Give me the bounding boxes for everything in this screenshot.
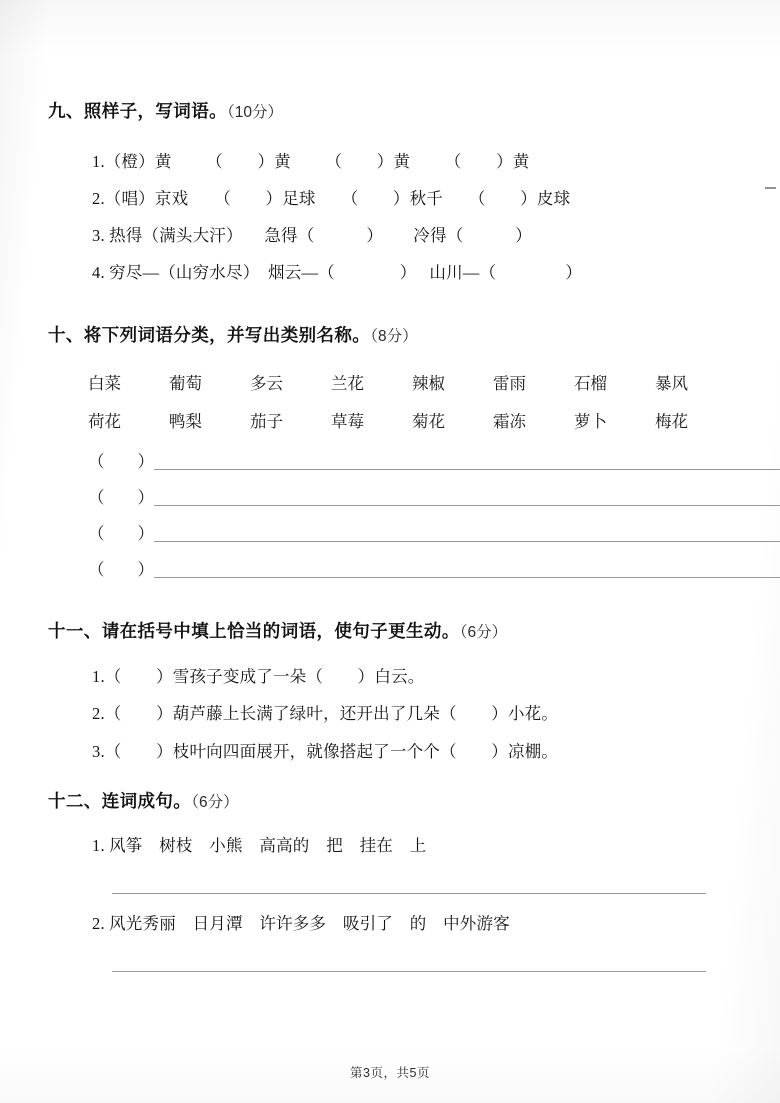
word-bank-row-2 [88, 408, 688, 432]
section-heading-12 [48, 788, 239, 813]
section-9-item-4: 4. 穷尽—（山穷水尽） 烟云—（ ） 山川—（ ） [92, 263, 583, 282]
answer-write-line[interactable] [154, 469, 780, 470]
page-footer: 第3页，共5页 [350, 1066, 430, 1080]
section-9-item-3: 3. 热得（满头大汗） 急得（ ） 冷得（ ） [92, 226, 532, 245]
word-bank-item: 石榴 [574, 374, 607, 393]
section-11-item-3: 3.（ ）枝叶向四面展开，就像搭起了一个个（ ）凉棚。 [92, 742, 559, 761]
word-bank-item: 草莓 [331, 412, 364, 431]
word-bank-item: 梅花 [655, 412, 688, 431]
word-bank-item: 暴风 [655, 374, 688, 393]
section-12-score: （6分） [191, 794, 239, 811]
scan-artifact [765, 187, 776, 189]
word-bank-item: 荷花 [88, 412, 121, 431]
word-bank-item: 茄子 [250, 412, 283, 431]
answer-write-line[interactable] [154, 577, 780, 578]
classification-answer-row[interactable] [88, 556, 708, 582]
word-bank-item: 菊花 [412, 412, 445, 431]
section-10-title: 十、将下列词语分类，并写出类别名称。 [48, 325, 371, 345]
word-bank-item: 萝卜 [574, 412, 607, 431]
word-bank-item: 葡萄 [169, 374, 202, 393]
category-label-blank[interactable]: （ ） [88, 524, 154, 543]
classification-answer-row[interactable] [88, 448, 708, 474]
word-bank-item: 鸭梨 [169, 412, 202, 431]
sentence-write-line-1[interactable] [112, 893, 706, 894]
word-bank-item: 辣椒 [412, 374, 445, 393]
section-heading-10 [48, 322, 418, 347]
section-heading-9 [48, 98, 283, 123]
section-12-item-2: 2. 风光秀丽 日月潭 许许多多 吸引了 的 中外游客 [92, 914, 510, 933]
section-9-score: （10分） [227, 104, 283, 121]
word-bank-row-1 [88, 370, 688, 394]
section-11-title: 十一、请在括号中填上恰当的词语，使句子更生动。 [48, 621, 460, 641]
section-10-score: （8分） [370, 328, 418, 345]
section-11-item-2: 2.（ ）葫芦藤上长满了绿叶，还开出了几朵（ ）小花。 [92, 704, 559, 723]
word-bank-item: 雷雨 [493, 374, 526, 393]
word-bank-item: 白菜 [88, 374, 121, 393]
section-heading-11 [48, 618, 507, 643]
category-label-blank[interactable]: （ ） [88, 452, 154, 471]
answer-write-line[interactable] [154, 505, 780, 506]
section-12-title: 十二、连词成句。 [48, 791, 192, 811]
section-11-score: （6分） [459, 624, 508, 641]
section-12-item-1: 1. 风筝 树枝 小熊 高高的 把 挂在 上 [92, 836, 427, 855]
section-9-item-1: 1.（橙）黄 （ ）黄 （ ）黄 （ ）黄 [92, 152, 530, 171]
category-label-blank[interactable]: （ ） [88, 560, 154, 579]
answer-write-line[interactable] [154, 541, 780, 542]
section-9-item-2: 2.（唱）京戏 （ ）足球 （ ）秋千 （ ）皮球 [92, 189, 571, 208]
word-bank-item: 多云 [250, 374, 283, 393]
word-bank-item: 兰花 [331, 374, 364, 393]
section-11-item-1: 1.（ ）雪孩子变成了一朵（ ）白云。 [92, 667, 425, 686]
word-bank-item: 霜冻 [493, 412, 526, 431]
classification-answer-row[interactable] [88, 484, 708, 510]
section-9-title: 九、照样子，写词语。 [48, 101, 227, 121]
category-label-blank[interactable]: （ ） [88, 488, 154, 507]
classification-answer-row[interactable] [88, 520, 708, 546]
sentence-write-line-2[interactable] [112, 971, 706, 972]
